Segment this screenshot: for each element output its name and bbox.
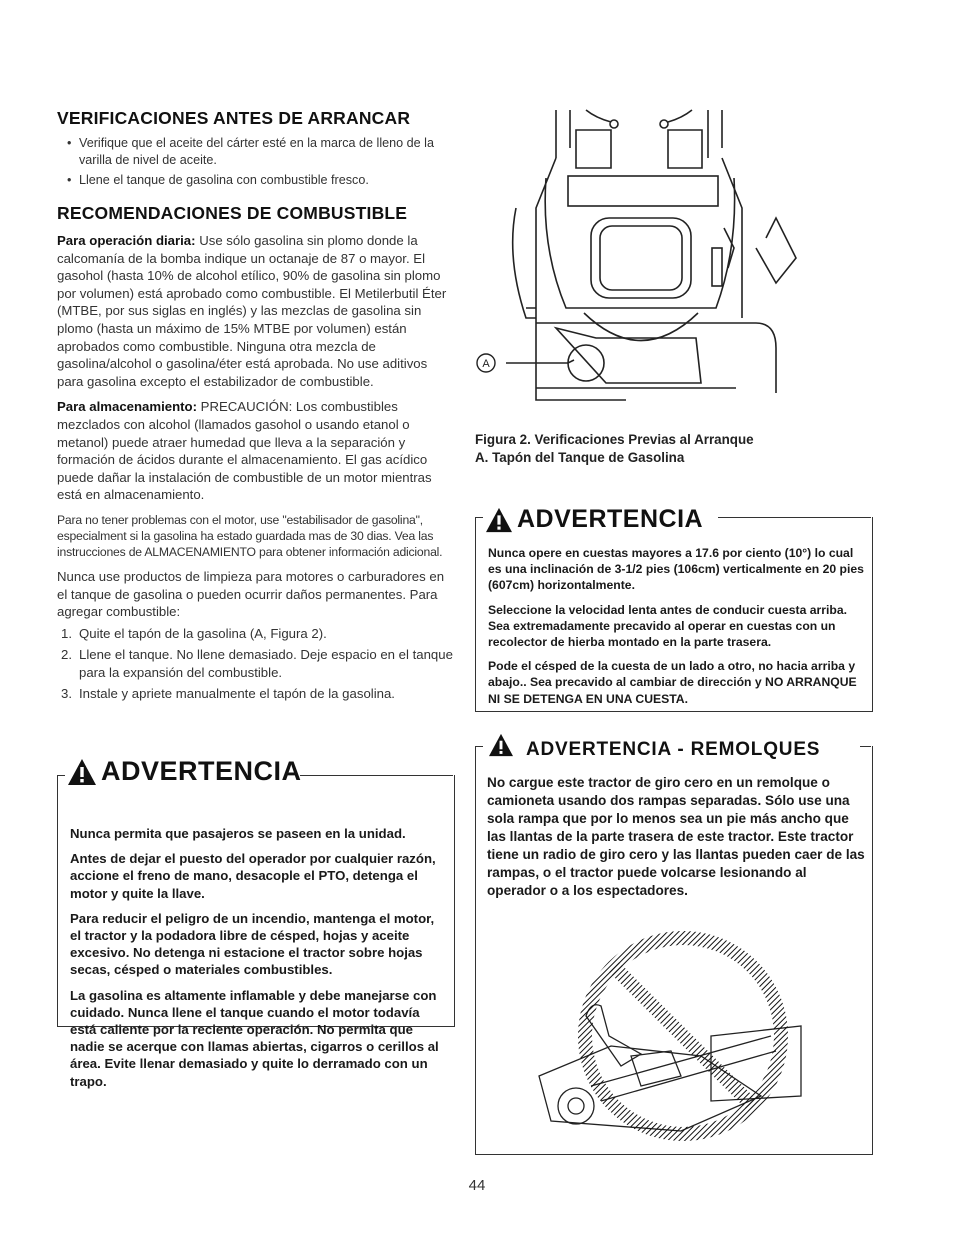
- figure-caption-line2: A. Tapón del Tanque de Gasolina: [475, 450, 685, 465]
- warning-right-body: [488, 545, 866, 715]
- list-item: • Verifique que el aceite del cárter esté en la marca de lleno de la varilla de nivel de aceite.: [67, 135, 457, 169]
- figure-caption-line1: Figura 2. Verificaciones Previas al Arranque: [475, 432, 754, 447]
- figure-tractor-illustration: [476, 108, 806, 408]
- steps-list: [57, 625, 457, 703]
- warning-left-body: [70, 825, 446, 1098]
- storage-paragraph: [57, 398, 457, 504]
- warning-left-p4: La gasolina es altamente inflamable y debe manejarse con cuidado. Nunca llene el tanque cuando el motor todavía está caliente por la reciente operación. No permita que nadie se acerque con llamas abiertas, cigarros o cerillos al área. Evite llenar demasiado y quite lo derramado con un trapo.: [70, 987, 439, 1089]
- figure-caption: [475, 431, 875, 467]
- page-number: 44: [468, 1177, 486, 1194]
- warning-right-title: ADVERTENCIA: [517, 505, 704, 533]
- warning-left-rule-b: [300, 775, 453, 776]
- list-item: 1. Quite el tapón de la gasolina (A, Figura 2).: [61, 625, 327, 641]
- storage-label: Para almacenamiento:: [57, 399, 197, 415]
- warning-box-trailer: [475, 746, 873, 1155]
- left-column: [57, 108, 457, 707]
- warning-trailer-rule-a: [475, 746, 483, 747]
- warning-trailer-rule-b: [860, 746, 871, 747]
- warning-trailer-title: ADVERTENCIA - REMOLQUES: [526, 739, 821, 760]
- daily-text: Use sólo gasolina sin plomo donde la calcomanía de la bomba indique un octanaje de 87 o mayor. El gasohol (hasta 10% de alcohol etílico, 90% de gasolina sin plomo por volumen) está aprobado como combustible. El Metilerbutil Éter (MTBE, por sus siglas en inglés) y las mezclas de gasolina sin plomo (hasta un máximo de 15% MTBE por volumen) están aprobados como combustible. Ninguna otra mezcla de gasolina/alcohol o gasolina/éter está aprobada. No use aditivos para gasolina excepto el estabilizador de combustible.: [57, 233, 447, 389]
- warning-left-p2: Antes de dejar el puesto del operador por cualquier razón, accione el freno de mano, desacople el PTO, detenga el motor y quite la llave.: [70, 851, 436, 901]
- callout-a-label: A: [482, 358, 490, 370]
- daily-paragraph: [57, 232, 457, 390]
- no-two-ramps-illustration: [531, 926, 821, 1141]
- warning-left-p3: Para reducir el peligro de un incendio, mantenga el motor, el tractor y la podadora libre de césped, hojas y aceite excesivo. No detenga ni estacione el tractor sobre hojas secas, césped o materiales combustibles.: [70, 910, 435, 978]
- cleaning-paragraph: Nunca use productos de limpieza para motores o carburadores en el tanque de gasolina o pueden ocurrir daños permanentes. Para agregar combustible:: [57, 568, 445, 620]
- warning-box-right: [475, 517, 873, 712]
- warning-left-rule-a: [57, 775, 65, 776]
- warning-triangle-icon: [485, 507, 513, 533]
- warning-box-left: [57, 775, 455, 1089]
- warning-right-header: [485, 505, 703, 534]
- warning-left-header: [67, 756, 302, 787]
- warning-left-p1: Nunca permita que pasajeros se paseen en la unidad.: [70, 826, 406, 841]
- warning-right-p3: Pode el césped de la cuesta de un lado a otro, no hacia arriba y abajo.. Sea precavido al cambiar de dirección y NO ARRANQUE NI SE DETENGA EN UNA CUESTA.: [488, 659, 857, 706]
- warning-right-p1: Nunca opere en cuestas mayores a 17.6 por ciento (10°) lo cual es una inclinación de 3-1/2 pies (106cm) verticalmente en 20 pies (607cm) horizontalmente.: [488, 546, 864, 593]
- warning-right-p2: Seleccione la velocidad lenta antes de conducir cuesta arriba. Sea extremadamente precavido al operar en cuestas con un recolector de hierba montado en la parte trasera.: [488, 602, 847, 650]
- daily-label: Para operación diaria:: [57, 233, 196, 248]
- checks-heading: VERIFICACIONES ANTES DE ARRANCAR: [57, 108, 411, 128]
- checks-list: [57, 135, 457, 189]
- warning-trailer-text: No cargue este tractor de giro cero en un remolque o camioneta usando dos rampas separadas. Sólo use una sola rampa que por lo menos sea un pie más ancho que las llantas de la parte trasera de este tractor. Este tractor tiene un radio de giro cero y las llantas pueden caer de las rampas, o el tractor puede volcarse lesionando al operador o a los espectadores.: [487, 775, 865, 898]
- warning-trailer-header: [488, 729, 820, 761]
- list-item: 2. Llene el tanque. No llene demasiado. Deje espacio en el tanque para la expansión del combustible.: [61, 647, 453, 680]
- list-item: 3. Instale y apriete manualmente el tapón de la gasolina.: [61, 686, 395, 702]
- warning-triangle-icon: [488, 733, 514, 757]
- warning-left-title: ADVERTENCIA: [101, 756, 302, 786]
- warning-right-rule-a: [475, 517, 483, 518]
- fuel-heading: RECOMENDACIONES DE COMBUSTIBLE: [57, 203, 408, 223]
- list-item: • Llene el tanque de gasolina con combustible fresco.: [67, 172, 457, 189]
- storage-text: PRECAUCIÓN: Los combustibles mezclados con alcohol (llamados gasohol o usando etanol o metanol) puede atraer humedad que lleva a la separación y formación de ácidos durante el almacenamiento. El gas acídico puede dañar la instalación de combustible de un motor mientras está en almacenamiento.: [57, 399, 432, 503]
- stabilizer-paragraph: Para no tener problemas con el motor, use "estabilisador de gasolina", especialment si la gasolina ha estado guardada mas de 30 dias. Vea las instrucciones de ALMACENAMIENTO para obtener información adicional.: [57, 512, 443, 559]
- warning-triangle-icon: [67, 758, 97, 786]
- warning-right-rule-b: [718, 517, 871, 518]
